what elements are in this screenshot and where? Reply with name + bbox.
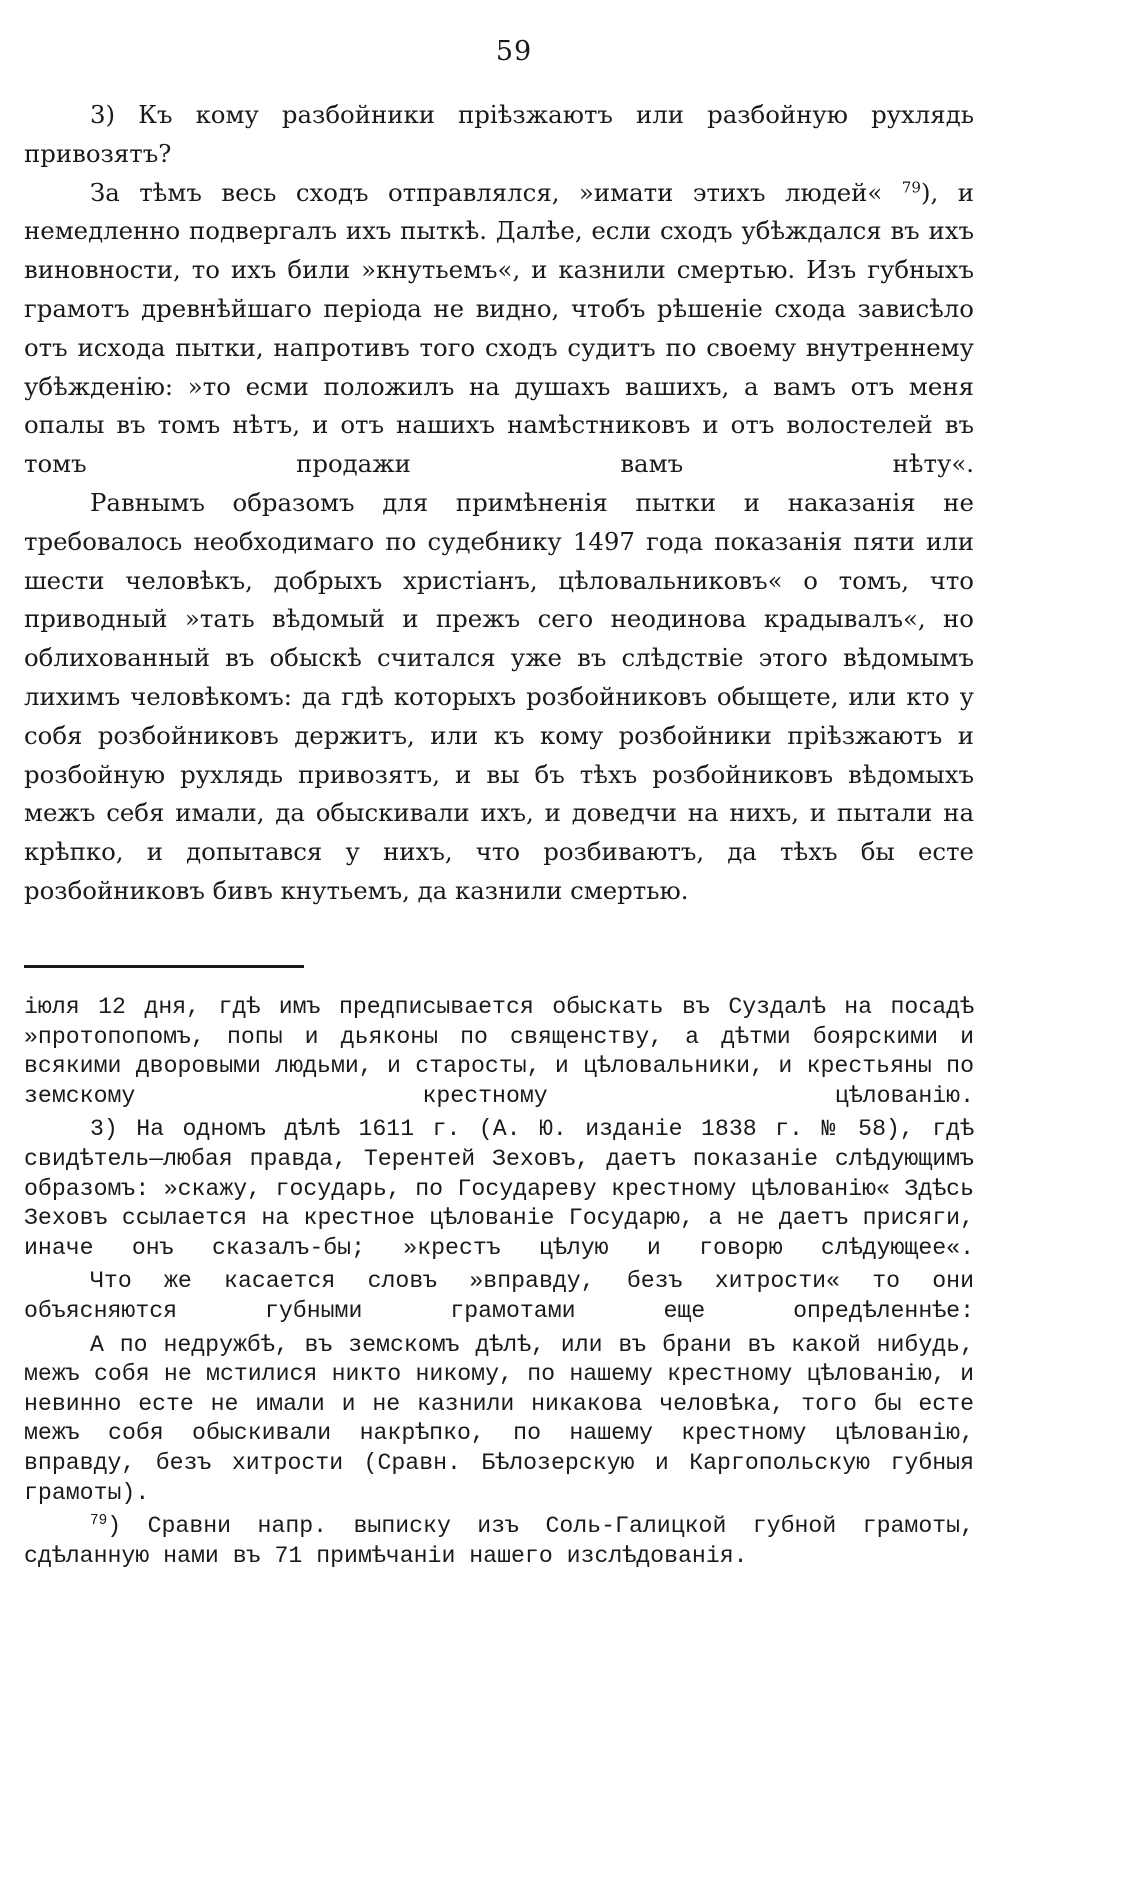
footnote-79	[24, 1512, 974, 1571]
paragraph-torture-text-after: ), и немедленно подвергалъ ихъ пыткѣ. Далѣе, если сходъ убѣждался въ ихъ виновности, то ихъ били »кнутьемъ«, и казнили смертью. Изъ губныхъ грамотъ древнѣйшаго періода не видно, чтобъ рѣшеніе схода зависѣло отъ исхода пытки, напротивъ того сходъ судитъ по своему внутреннему убѣжденію: »то есми положилъ на душахъ вашихъ, а вамъ отъ меня опалы въ томъ нѣтъ, и отъ нашихъ намѣстниковъ и отъ волостелей въ томъ продажи вамъ нѣту«.	[24, 177, 974, 479]
footnote-continuation: іюля 12 дня, гдѣ имъ предписывается обыскать въ Суздалѣ на посадѣ »протопопомъ, попы и дьяконы по священству, а дѣтми боярскими и всякими дворовыми людьми, и старосты, и цѣловальники, и крестьяны по земскому крестному цѣлованію.	[24, 994, 974, 1109]
footnote-3: 3) На одномъ дѣлѣ 1611 г. (А. Ю. изданіе 1838 г. № 58), гдѣ свидѣтель—любая правда, Терентей Зеховъ, даетъ показаніе слѣдующимъ образомъ: »скажу, государь, по Государеву крестному цѣлованію« Здѣсь Зеховъ ссылается на крестное цѣлованіе Государю, а не даетъ присяги, иначе онъ сказалъ-бы; »крестъ цѣлую и говорю слѣдующее«.	[24, 1116, 974, 1261]
footnote-79-text: ) Сравни напр. выписку изъ Соль-Галицкой губной грамоты, сдѣланную нами въ 71 примѣчаніи нашего изслѣдованія.	[24, 1513, 974, 1569]
footnotes	[24, 993, 974, 1575]
paragraph-question: 3) Къ кому разбойники пріѣзжаютъ или разбойную рухлядь привозятъ?	[24, 100, 974, 168]
main-text	[24, 96, 974, 911]
footnote-79-marker: 79	[90, 1513, 108, 1530]
paragraph-torture	[24, 174, 974, 484]
footnote-divider	[24, 965, 304, 968]
paragraph-torture-text-before: За тѣмъ весь сходъ отправлялся, »имати этихъ людей«	[90, 177, 902, 207]
footnote-3-continued: Что же касается словъ »вправду, безъ хитрости« то они объясняются губными грамотами еще опредѣленнѣе:	[24, 1268, 974, 1324]
footnote-3-quote: А по недружбѣ, въ земскомъ дѣлѣ, или въ брани въ какой нибудь, межъ собя не мстилися никто никому, по нашему крестному цѣлованію, и невинно есте не имали и не казнили никакова человѣка, того бы есте межъ собя обыскивали накрѣпко, по нашему крестному цѣлованію, вправду, безъ хитрости (Сравн. Бѣлозерскую и Каргопольскую губныя грамоты).	[24, 1331, 974, 1506]
footnote-ref-79: 79	[901, 178, 922, 197]
paragraph-punishment: Равнымъ образомъ для примѣненія пытки и наказанія не требовалось необходимаго по судебнику 1497 года показанія пяти или шести человѣкъ, добрыхъ христіанъ, цѣловальниковъ« о томъ, что приводный »тать вѣдомый и прежъ сего неодинова крадывалъ«, но облихованный въ обыскѣ считался уже въ слѣдствіе этого вѣдомымъ лихимъ человѣкомъ: да гдѣ которыхъ розбойниковъ обыщете, или кто у собя розбойниковъ держитъ, или къ кому розбойники пріѣзжаютъ и розбойную рухлядь привозятъ, и вы бъ тѣхъ розбойниковъ вѣдомыхъ межъ себя имали, да обыскивали ихъ, и доведчи на нихъ, и пытали на крѣпко, и допытався у нихъ, что розбиваютъ, да тѣхъ бы есте розбойниковъ бивъ кнутьемъ, да казнили смертью.	[24, 487, 974, 905]
page-number: 59	[495, 36, 533, 67]
